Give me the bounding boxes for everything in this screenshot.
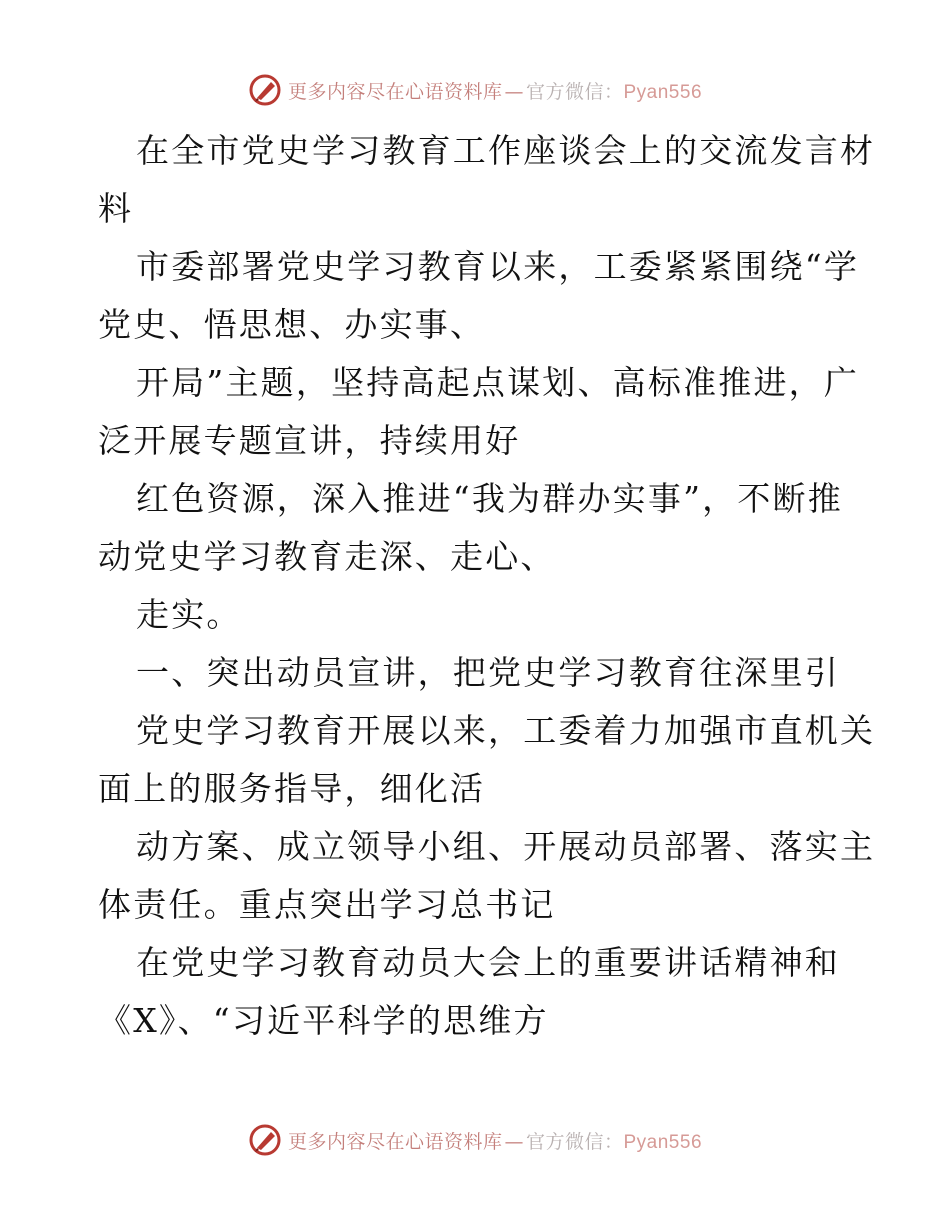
doc-line: [98, 122, 876, 180]
footer-wechat-id: Pyan556: [623, 1131, 703, 1153]
footer-dash: —: [504, 1130, 524, 1153]
section-heading-text: 一、突出动员宣讲，把党史学习教育往深里引: [136, 653, 840, 692]
doc-line: [98, 934, 858, 992]
doc-line-text: 动党史学习教育走深、走心、: [98, 537, 556, 576]
doc-line-text: 体责任。重点突出学习总书记: [98, 885, 556, 924]
footer-banner-text: [288, 1127, 702, 1154]
pen-logo-icon: [248, 73, 282, 107]
doc-line: [98, 180, 858, 238]
footer-banner: [0, 1120, 950, 1160]
header-wechat-label: 官方微信：: [525, 80, 624, 103]
doc-line: [98, 528, 858, 586]
doc-line-text: 泛开展专题宣讲，持续用好: [98, 421, 521, 460]
doc-line-text: 在党史学习教育动员大会上的重要讲话精神和: [136, 943, 840, 982]
doc-line: [98, 586, 858, 644]
doc-line-text: 在全市党史学习教育工作座谈会上的交流发言材: [136, 131, 876, 170]
header-banner-text: [288, 77, 702, 104]
doc-line-text: 动方案、成立领导小组、开展动员部署、落实主: [136, 827, 876, 866]
doc-line-text: 市委部署党史学习教育以来，工委紧紧围绕“学: [136, 247, 860, 286]
header-brand-text: 更多内容尽在心语资料库: [287, 80, 503, 103]
doc-line: [98, 296, 858, 354]
pen-logo-icon: [248, 1123, 282, 1157]
doc-line: [98, 412, 858, 470]
section-heading: [98, 644, 858, 702]
doc-line: [98, 992, 858, 1050]
header-dash: —: [504, 80, 524, 103]
footer-wechat-label: 官方微信：: [525, 1130, 624, 1153]
doc-line-text: 料: [98, 189, 134, 228]
doc-line-text: 《X》、“习近平科学的思维方: [98, 1001, 549, 1040]
doc-line-text: 开局”主题，坚持高起点谋划、高标准推进，广: [136, 363, 860, 402]
doc-line-text: 红色资源，深入推进“我为群办实事”，不断推: [136, 479, 843, 518]
doc-line-text: 党史学习教育开展以来，工委着力加强市直机关: [136, 711, 876, 750]
doc-line: [98, 354, 858, 412]
doc-line: [98, 760, 858, 818]
footer-brand-text: 更多内容尽在心语资料库: [287, 1130, 503, 1153]
doc-line: [98, 702, 876, 760]
doc-line-text: 党史、悟思想、办实事、: [98, 305, 486, 344]
doc-line: [98, 238, 858, 296]
doc-line: [98, 818, 876, 876]
doc-line-text: 面上的服务指导，细化活: [98, 769, 486, 808]
header-wechat-id: Pyan556: [623, 81, 703, 103]
header-banner: [0, 70, 950, 110]
doc-line: [98, 470, 858, 528]
document-body: [98, 122, 876, 1050]
doc-line: [98, 876, 858, 934]
doc-line-text: 走实。: [136, 595, 242, 634]
